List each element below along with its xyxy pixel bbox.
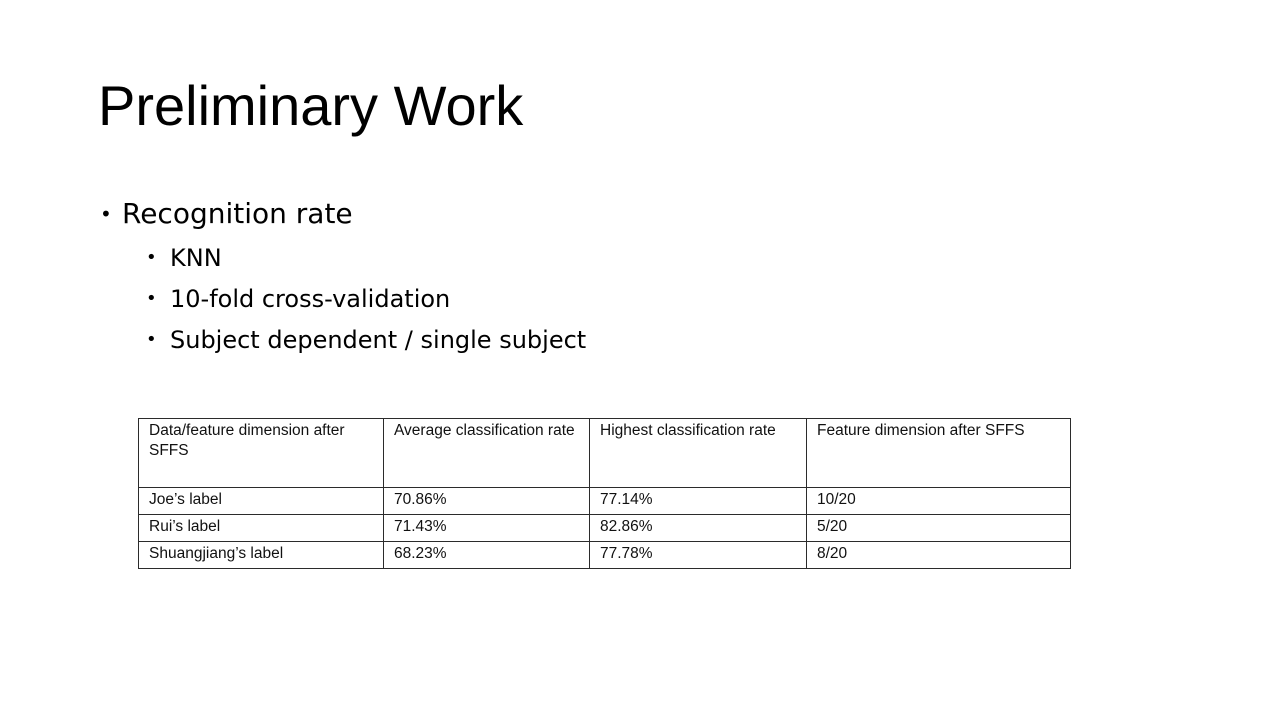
sub-bullet-subject-dependent (146, 320, 586, 361)
sub-bullet-knn (146, 238, 586, 279)
header-feature-dimension: Feature dimension after SFFS (807, 419, 1071, 488)
row-label: Joe’s label (139, 488, 384, 515)
row-label: Shuangjiang’s label (139, 542, 384, 569)
feature-dimension-cell: 5/20 (807, 515, 1071, 542)
bullet-recognition-rate (98, 192, 586, 238)
bullet-dot-icon: • (146, 288, 157, 309)
average-rate-cell: 71.43% (384, 515, 590, 542)
header-data-feature-dimension: Data/feature dimension after SFFS (139, 419, 384, 488)
results-table (138, 418, 1071, 569)
feature-dimension-cell: 10/20 (807, 488, 1071, 515)
table-row (139, 515, 1071, 542)
table-header-row (139, 419, 1071, 488)
bullet-dot-icon: • (146, 329, 157, 350)
header-average-rate: Average classification rate (384, 419, 590, 488)
table-row (139, 488, 1071, 515)
sub-bullet-cross-validation (146, 279, 586, 320)
bullet-text: Recognition rate (122, 197, 353, 230)
feature-dimension-cell: 8/20 (807, 542, 1071, 569)
average-rate-cell: 70.86% (384, 488, 590, 515)
bullet-dot-icon: • (146, 247, 157, 268)
row-label: Rui’s label (139, 515, 384, 542)
highest-rate-cell: 82.86% (590, 515, 807, 542)
header-highest-rate: Highest classification rate (590, 419, 807, 488)
highest-rate-cell: 77.78% (590, 542, 807, 569)
highest-rate-cell: 77.14% (590, 488, 807, 515)
sub-bullet-text: 10-fold cross-validation (170, 285, 451, 313)
average-rate-cell: 68.23% (384, 542, 590, 569)
bullet-dot-icon: • (100, 202, 112, 226)
table-row (139, 542, 1071, 569)
sub-bullet-text: KNN (170, 244, 222, 272)
bullet-list (98, 192, 586, 361)
sub-bullet-text: Subject dependent / single subject (170, 326, 587, 354)
slide-title: Preliminary Work (98, 74, 524, 137)
